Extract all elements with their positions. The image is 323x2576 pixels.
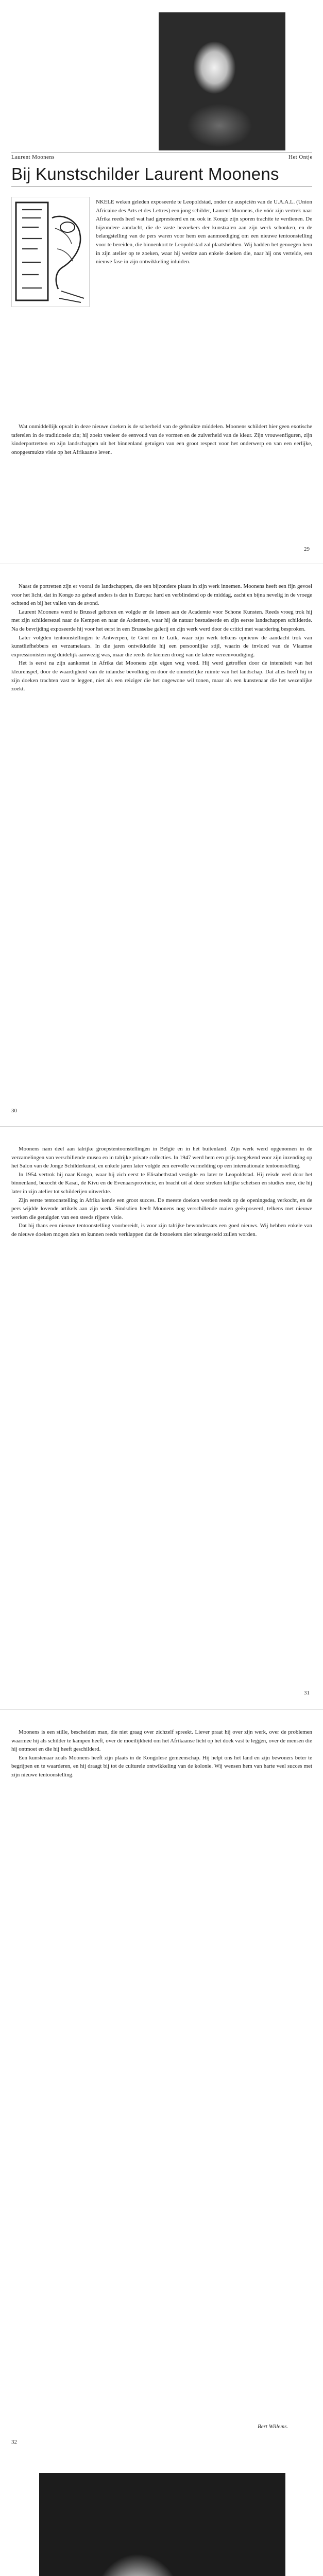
paragraph: Moonens nam deel aan talrijke groepstentoonstellingen in België en in het buitenland. Zijn werk werd opgenomen in de verzamelingen van verschillende musea en in talrijke private collecties. In 1947 werd hem een prijs toegekend voor zijn inzending op het Salon van de Jonge Schilderkunst, en enkele jaren later volgde een eervolle vermelding op een internationale tentoonstelling. [11,1146,312,1170]
paragraph: Een kunstenaar zoals Moonens heeft zijn plaats in de Kongolese gemeenschap. Hij helpt ons het land en zijn bewoners beter te begrijpen en te waarderen, en hij draagt bij tot de culturele ontwikkeling van de kolonie. Wij wensen hem van harte veel succes met zijn nieuwe tentoonstelling. [11,1754,312,1778]
page-2 [0,567,323,1123]
page-3-column [11,1145,312,1239]
paragraph: Moonens is een stille, bescheiden man, die niet graag over zichzelf spreekt. Liever praat hij over zijn werk, over de problemen waarmee hij als schilder te kampen heeft, over de moeilijkheid om het Afrikaanse licht op het doek vast te leggen, over de mensen die hij ontmoet en die hij heeft geschilderd. [11,1729,312,1753]
page-4-column [11,1728,312,1780]
paragraph: Later volgden tentoonstellingen te Antwerpen, te Gent en te Luik, waar zijn werk telkens opnieuw de aandacht trok van kunstliefhebbers en verzamelaars. In die jaren ontwikkelde hij een persoonlijke stijl, waarin de invloed van de Vlaamse expressionisten nog duidelijk aanwezig was, maar die reeds de kiemen droeg van de latere vereenvoudiging. [11,634,312,658]
paragraph: NKELE weken geleden exposeerde te Leopoldstad, onder de auspiciën van de U.A.A.L. (Union Africaine des Arts et des Lettres) een jong schilder, Laurent Moonens, die vóór zijn vertrek naar Afrika reeds heel wat had gepresteerd en nu ook in Kongo zijn sporen trachtte te verdienen. De bijzondere aandacht, die de vaste bezoekers der kunstzalen aan zijn werk schonken, en de belangstelling van de pers waren voor hem een aanmoediging om een nieuwe tentoonstelling voor te bereiden, die binnenkort te Leopoldstad zal plaatshebben. Wij hadden het genoegen hem in zijn atelier op te zoeken, waar hij werkte aan enkele doeken die, naar hij ons vertelde, een nieuwe fase in zijn ontwikkeling inluiden. [96,199,312,265]
paragraph: Het is eerst na zijn aankomst in Afrika dat Moonens zijn eigen weg vond. Hij werd getroffen door de intensiteit van het kleurenspel, door de waardigheid van de inlandse bevolking en door de onmetelijke ruimte van het landschap. Dat alles heeft hij in zijn doeken trachten vast te leggen, niet als een reiziger die het ongewone wil tonen, maar als een kunstenaar die het wezenlijke zoekt. [11,660,312,692]
page-divider [0,1709,323,1710]
page-3 [0,1129,323,1706]
paragraph: Zijn eerste tentoonstelling in Afrika kende een groot succes. De meeste doeken werden reeds op de openingsdag verkocht, en de pers wijdde lovende artikels aan zijn werk. Sindsdien heeft Moonens nog verschillende malen geëxposeerd, telkens met nieuwe werken die getuigden van een steeds rijpere visie. [11,1197,312,1221]
paragraph: Dat hij thans een nieuwe tentoonstelling voorbereidt, is voor zijn talrijke bewonderaars een goed nieuws. Wij hebben enkele van de nieuwe doeken mogen zien en kunnen reeds verklappen dat de bezoekers niet teleurgesteld zullen worden. [11,1223,312,1238]
page-number: 32 [11,2439,17,2445]
paragraph: In 1954 vertrok hij naar Kongo, waar hij zich eerst te Elisabethstad vestigde en later te Leopoldstad. Hij reisde veel door het binnenland, bezocht de Kasai, de Kivu en de Evenaarsprovincie, en bracht uit al deze streken talrijke schetsen en studies mee, die hij later in zijn atelier tot schilderijen uitwerkte. [11,1171,312,1195]
author-signature: Bert Willems. [258,2424,288,2430]
paragraph: Wat onmiddellijk opvalt in deze nieuwe doeken is de soberheid van de gebruikte middelen. Moonens schildert hier geen exotische taferelen in de traditionele zin; hij zoekt veeleer de eenvoud van de vormen en de zuiverheid van de kleur. Zijn vrouwenfiguren, zijn kinderportretten en zijn landschappen uit het binnenland getuigen van een groot respect voor het onderwerp en van een eerlijke, onopgesmukte visie op het Afrikaanse leven. [11,423,312,455]
paragraph: Laurent Moonens werd te Brussel geboren en volgde er de lessen aan de Academie voor Schone Kunsten. Reeds vroeg trok hij met zijn schildersezel naar de Kempen en naar de Ardennen, waar hij de natuur bestudeerde en zijn eerste landschappen schilderde. Na de bevrijding exposeerde hij voor het eerst in een Brusselse galerij en zijn werk werd door de critici met waardering besproken. [11,608,312,632]
drop-cap-illustration [11,197,90,307]
page-1-column-full [11,422,312,456]
caption-painting-title: Het Ontje [288,154,313,160]
caption-artist: Laurent Moonens [11,154,55,160]
paragraph: Naast de portretten zijn er vooral de landschappen, die een bijzondere plaats in zijn werk innemen. Moonens heeft een fijn gevoel voor het licht, dat in Kongo zo geheel anders is dan in Europa: hard en verblindend op de middag, zacht en bijna nevelig in de vroege ochtend en bij het vallen van de avond. [11,583,312,607]
page-2-column [11,582,312,693]
page-number: 29 [304,546,310,552]
pen-sketch-icon [12,197,89,307]
page-1-column [96,198,312,266]
page-4 [0,1713,323,2454]
page-number: 31 [304,1690,310,1696]
painting-meisje-met-het-rode-truitje [39,2473,285,2576]
painting-het-ontje [159,12,285,150]
page-divider [0,1126,323,1127]
page-1 [0,0,323,561]
article-title: Bij Kunstschilder Laurent Moonens [11,164,279,183]
page-number: 30 [11,1108,17,1114]
